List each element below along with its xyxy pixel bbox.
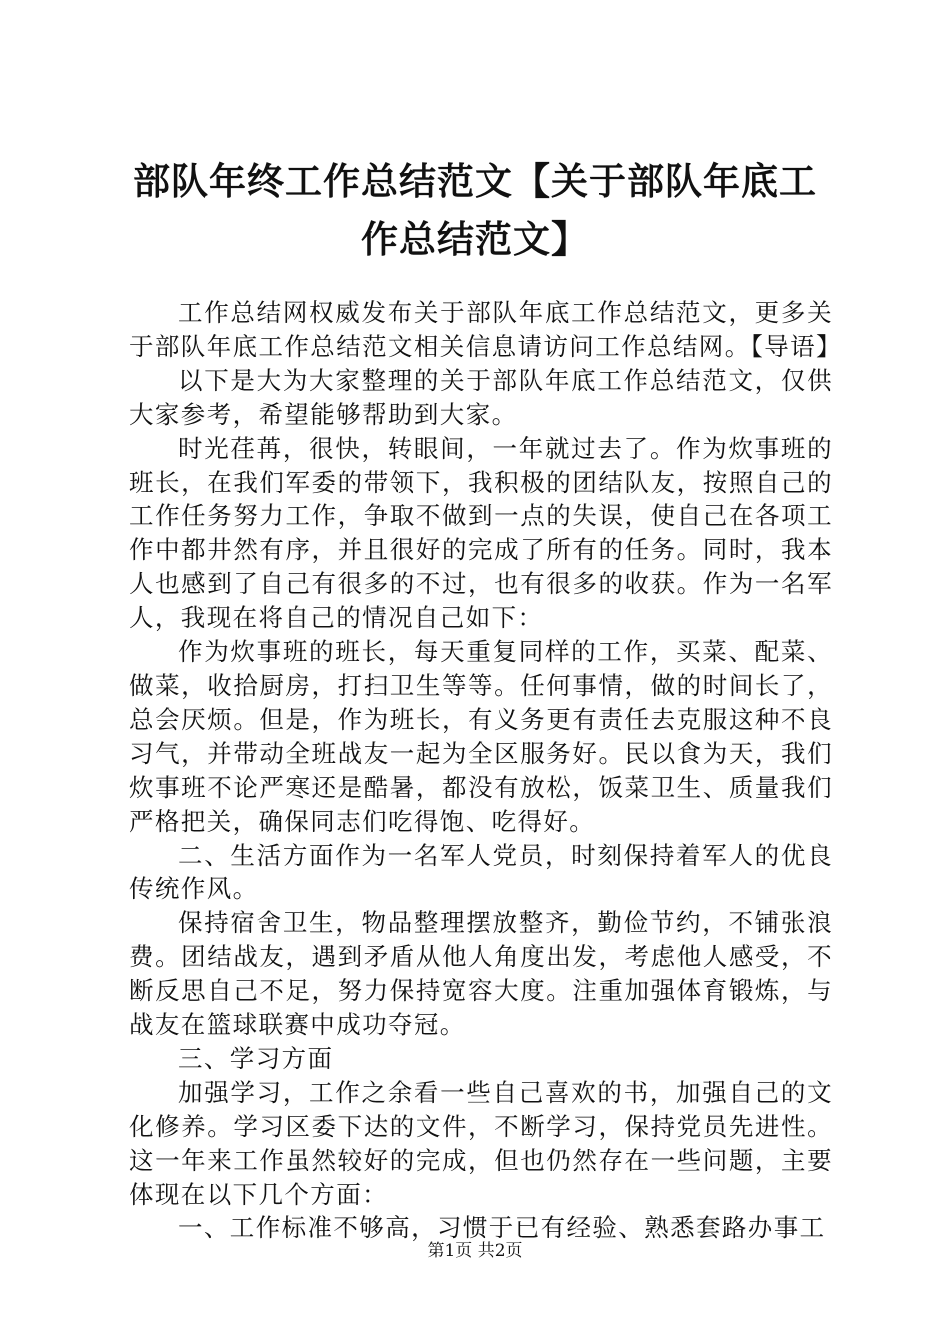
document-title: 部队年终工作总结范文【关于部队年底工作总结范文】 xyxy=(133,159,817,261)
paragraph-section-life: 二、生活方面作为一名军人党员，时刻保持着军人的优良传统作风。 xyxy=(129,840,833,904)
paragraph-preface: 以下是大为大家整理的关于部队年底工作总结范文，仅供大家参考，希望能够帮助到大家。 xyxy=(129,365,833,429)
paragraph-problems: 一、工作标准不够高，习惯于已有经验、熟悉套路办事工 xyxy=(178,1213,826,1243)
paragraph-opening: 时光荏苒，很快，转眼间，一年就过去了。作为炊事班的班长，在我们军委的带领下，我积极的团结队友，按照自己的工作任务努力工作，争取不做到一点的失误，使自己在各项工作中都井然有序，并且很好的完成了所有的任务。同时，我本人也感到了自己有很多的不过，也有很多的收获。作为一名军人，我现在将自己的情况自己如下： xyxy=(129,433,833,633)
paragraph-work: 作为炊事班的班长，每天重复同样的工作，买菜、配菜、做菜，收拾厨房，打扫卫生等等。任何事情，做的时间长了，总会厌烦。但是，作为班长，有义务更有责任去克服这种不良习气，并带动全班战友一起为全区服务好。民以食为天，我们炊事班不论严寒还是酷暑，都没有放松，饭菜卫生、质量我们严格把关，确保同志们吃得饱、吃得好。 xyxy=(129,637,833,836)
paragraph-section-study: 三、学习方面 xyxy=(178,1043,334,1073)
document-body xyxy=(129,296,842,1245)
paragraph-intro: 工作总结网权威发布关于部队年底工作总结范文，更多关于部队年底工作总结范文相关信息请访问工作总结网。【导语】 xyxy=(129,298,842,361)
paragraph-life: 保持宿舍卫生，物品整理摆放整齐，勤俭节约，不铺张浪费。团结战友，遇到矛盾从他人角度出发，考虑他人感受，不断反思自己不足，努力保持宽容大度。注重加强体育锻炼，与战友在篮球联赛中成功夺冠。 xyxy=(129,908,833,1040)
paragraph-study: 加强学习，工作之余看一些自己喜欢的书，加强自己的文化修养。学习区委下达的文件，不断学习，保持党员先进性。这一年来工作虽然较好的完成，但也仍然存在一些问题，主要体现在以下几个方面： xyxy=(129,1077,833,1209)
page-number-footer: 第1页 共2页 xyxy=(427,1241,523,1261)
